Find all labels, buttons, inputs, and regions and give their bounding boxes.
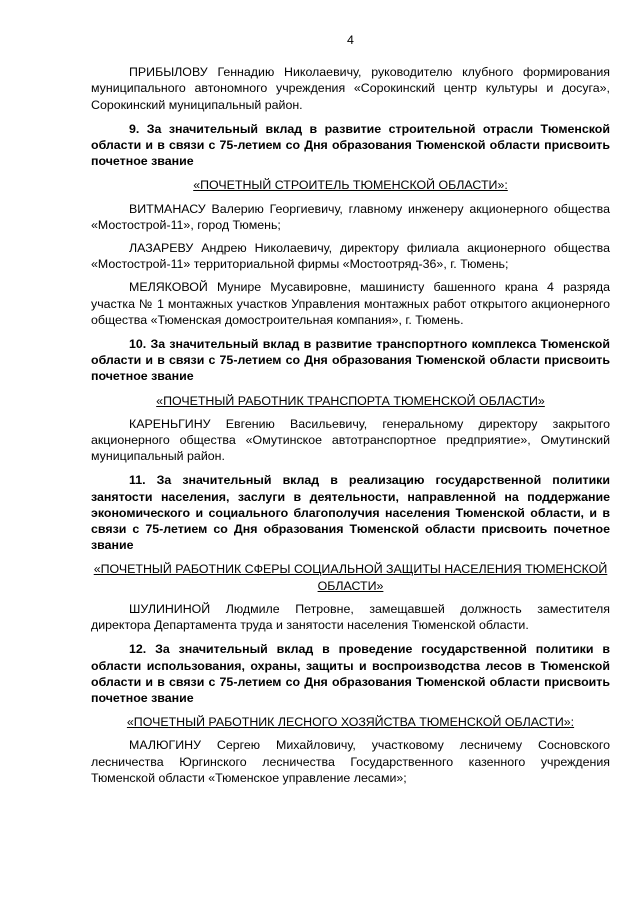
award-title: «ПОЧЕТНЫЙ РАБОТНИК ЛЕСНОГО ХОЗЯЙСТВА ТЮМЕНСКОЙ ОБЛАСТИ»: [126, 715, 575, 730]
decree-clause: 12. За значительный вклад в проведение государственной политики в области использования, охраны, защиты и воспроизводства лесов в Тюменской области и в связи с 75-летием со Дня образования Тюменской области присвоить почетное звание [91, 642, 610, 705]
decree-clause: 9. За значительный вклад в развитие строительной отрасли Тюменской области и в связи с 75-летием со Дня образования Тюменской области присвоить почетное звание [91, 121, 610, 169]
award-title: «ПОЧЕТНЫЙ РАБОТНИК СФЕРЫ СОЦИАЛЬНОЙ ЗАЩИТЫ НАСЕЛЕНИЯ ТЮМЕНСКОЙ ОБЛАСТИ» [93, 562, 608, 593]
award-title: «ПОЧЕТНЫЙ СТРОИТЕЛЬ ТЮМЕНСКОЙ ОБЛАСТИ»: [193, 178, 508, 193]
award-title: «ПОЧЕТНЫЙ РАБОТНИК ТРАНСПОРТА ТЮМЕНСКОЙ ОБЛАСТИ» [156, 393, 545, 408]
page-number: 4 [347, 33, 354, 47]
document-body [91, 64, 610, 786]
decree-clause: 11. За значительный вклад в реализацию государственной политики занятости населения, заслуги в деятельности, направленной на поддержание экономического и социального благополучия населения Тюменской области, и в связи с 75-летием со Дня образования Тюменской области присвоить почетное звание [91, 473, 610, 553]
nominee-paragraph: ШУЛИНИНОЙ Людмиле Петровне, замещавшей должность заместителя директора Департамента труда и занятости населения Тюменской области. [91, 601, 610, 633]
nominee-paragraph: КАРЕНЬГИНУ Евгению Васильевичу, генеральному директору закрытого акционерного общества «Омутинское автотранспортное предприятие», Омутинский муниципальный район. [91, 416, 610, 464]
nominee-paragraph: ПРИБЫЛОВУ Геннадию Николаевичу, руководителю клубного формирования муниципального автономного учреждения «Сорокинский центр культуры и досуга», Сорокинский муниципальный район. [91, 65, 610, 112]
nominee-paragraph: ВИТМАНАСУ Валерию Георгиевичу, главному инженеру акционерного общества «Мостострой-11», город Тюмень; [91, 201, 610, 232]
nominee-paragraph: МЕЛЯКОВОЙ Мунире Мусавировне, машинисту башенного крана 4 разряда участка № 1 монтажных участков Управления монтажных работ открытого акционерного общества «Тюменская домостроительная компания», г. Тюмень. [91, 280, 610, 327]
nominee-paragraph: ЛАЗАРЕВУ Андрею Николаевичу, директору филиала акционерного общества «Мостострой-11» территориальной фирмы «Мостоотряд-36», г. Тюмень; [91, 241, 610, 272]
decree-clause: 10. За значительный вклад в развитие транспортного комплекса Тюменской области и в связи с 75-летием со Дня образования Тюменской области присвоить почетное звание [91, 337, 610, 384]
nominee-paragraph: МАЛЮГИНУ Сергею Михайловичу, участковому лесничему Сосновского лесничества Юргинского лесничества Государственного казенного учреждения Тюменской области «Тюменское управление лесами»; [91, 738, 610, 785]
